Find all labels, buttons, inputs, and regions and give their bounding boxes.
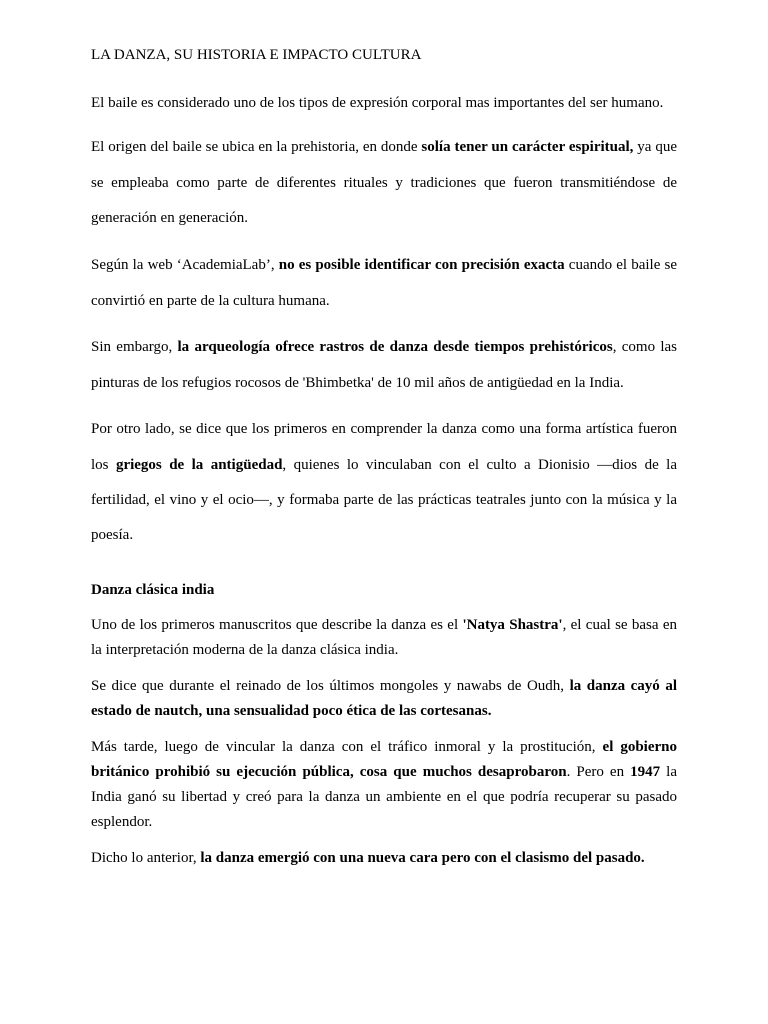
bold-text: 'Natya Shastra'	[462, 616, 563, 633]
document-title: LA DANZA, SU HISTORIA E IMPACTO CULTURA	[91, 46, 422, 63]
paragraph-line	[91, 518, 677, 553]
bold-text: 1947	[630, 763, 661, 780]
text-run: fertilidad, el vino y el ocio—, y formaba parte de las prácticas teatrales junto con la música y la	[91, 492, 677, 509]
text-run: la	[660, 763, 678, 780]
paragraph-line	[91, 412, 677, 447]
paragraph-line	[91, 638, 677, 663]
text-run: Uno de los primeros manuscritos que describe la danza es el	[91, 616, 463, 633]
text-run: . Pero en	[566, 763, 631, 780]
text-run: se empleaba como parte de diferentes rituales y tradiciones que fueron transmitiéndose de	[91, 174, 677, 191]
paragraph-line	[91, 130, 677, 165]
bold-text: solía tener un carácter espiritual,	[421, 139, 634, 156]
bold-text: la danza cayó al	[569, 677, 677, 694]
paragraph-line	[91, 448, 677, 483]
text-run: pinturas de los refugios rocosos de 'Bhimbetka' de 10 mil años de antigüedad en la India.	[91, 374, 624, 391]
section-heading	[91, 578, 677, 603]
text-run: Se dice que durante el reinado de los últimos mongoles y nawabs de Oudh,	[91, 677, 570, 694]
text-run: , el cual se basa en	[562, 616, 677, 633]
paragraph-line: El baile es considerado uno de los tipos de expresión corporal mas importantes del ser humano.	[91, 94, 664, 111]
bold-text: griegos de la antigüedad	[115, 456, 283, 473]
text-run: Por otro lado, se dice que los primeros en comprender la danza como una forma artística fueron	[91, 421, 677, 438]
text-run: Sin embargo,	[91, 339, 178, 356]
paragraph-line	[91, 613, 677, 638]
paragraph-line	[91, 810, 677, 835]
text-run: cuando el baile se	[564, 257, 677, 274]
text-run: los	[91, 456, 116, 473]
text-run: generación en generación.	[91, 210, 248, 227]
text-run: esplendor.	[91, 813, 153, 830]
text-run: , como las	[612, 339, 677, 356]
paragraph-line	[91, 248, 677, 283]
paragraph-academialab	[91, 248, 677, 319]
bold-text: la arqueología ofrece rastros de danza desde tiempos prehistóricos	[177, 339, 613, 356]
bold-text: el gobierno	[602, 738, 677, 755]
text-run: la interpretación moderna de la danza clásica india.	[91, 641, 399, 658]
paragraph-greeks	[91, 412, 677, 554]
text-run: poesía.	[91, 527, 134, 544]
paragraph-line	[91, 366, 677, 401]
paragraph-line	[91, 166, 677, 201]
text-run: ya que	[633, 139, 677, 156]
text-run: India ganó su libertad y creó para la danza un ambiente en el que podría recuperar su pasado	[91, 788, 677, 805]
bold-text: la danza emergió con una nueva cara pero con el clasismo del pasado.	[200, 849, 645, 866]
paragraph-line	[91, 699, 677, 724]
paragraph-line	[91, 760, 677, 785]
intro-paragraph	[91, 91, 677, 116]
paragraph-line	[91, 846, 677, 871]
text-run: Dicho lo anterior,	[91, 849, 201, 866]
text-run: , quienes lo vinculaban con el culto a Dionisio —dios de la	[282, 456, 677, 473]
paragraph-conclusion	[91, 846, 677, 871]
paragraph-line	[91, 483, 677, 518]
paragraph-line	[91, 284, 677, 319]
bold-text: Danza clásica india	[91, 581, 215, 598]
bold-text: británico prohibió su ejecución pública, cosa que muchos desaprobaron	[91, 763, 567, 780]
text-run: Según la web ‘AcademiaLab’,	[91, 257, 279, 274]
paragraph-archaeology	[91, 330, 677, 401]
paragraph-natya-shastra	[91, 613, 677, 663]
paragraph-line	[91, 330, 677, 365]
bold-text: estado de nautch, una sensualidad poco ética de las cortesanas.	[91, 702, 492, 719]
document-title-block	[91, 43, 677, 68]
text-run: convirtió en parte de la cultura humana.	[91, 292, 330, 309]
paragraph-line	[91, 201, 677, 236]
paragraph-line	[91, 674, 677, 699]
paragraph-oudh	[91, 674, 677, 724]
section-heading-block	[91, 578, 677, 603]
paragraph-line	[91, 785, 677, 810]
text-run: El origen del baile se ubica en la prehistoria, en donde	[91, 139, 422, 156]
paragraph-british-ban	[91, 735, 677, 835]
paragraph-line	[91, 735, 677, 760]
bold-text: no es posible identificar con precisión exacta	[278, 257, 565, 274]
paragraph-origin	[91, 130, 677, 236]
text-run: Más tarde, luego de vincular la danza con el tráfico inmoral y la prostitución,	[91, 738, 603, 755]
